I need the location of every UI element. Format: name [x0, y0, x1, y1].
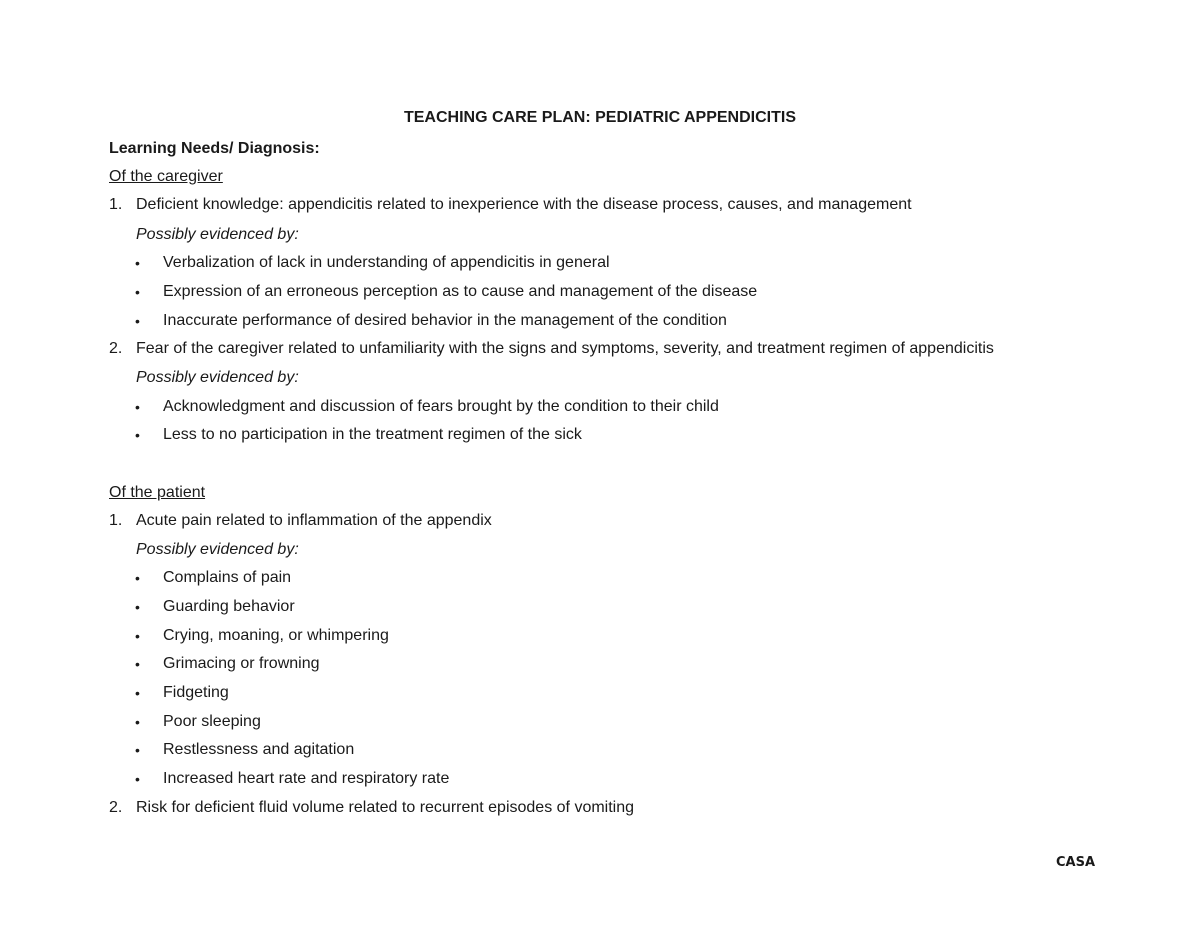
- evidence-label: Possibly evidenced by:: [136, 369, 299, 386]
- bullet-icon: •: [135, 714, 140, 730]
- caregiver-label: Of the caregiver: [109, 168, 223, 185]
- bullet-text: Less to no participation in the treatment regimen of the sick: [163, 426, 582, 443]
- bullet-icon: •: [135, 742, 140, 758]
- bullet-text: Acknowledgment and discussion of fears brought by the condition to their child: [163, 398, 719, 415]
- bullet-text: Verbalization of lack in understanding of appendicitis in general: [163, 254, 610, 271]
- document-title: TEACHING CARE PLAN: PEDIATRIC APPENDICITIS: [403, 109, 796, 126]
- bullet-icon: •: [135, 313, 140, 329]
- bullet-text: Poor sleeping: [163, 713, 261, 730]
- item-number: 2.: [109, 340, 123, 357]
- item-number: 2.: [109, 799, 123, 816]
- bullet-icon: •: [135, 656, 140, 672]
- item-text: Deficient knowledge: appendicitis related to inexperience with the disease process, causes, and management: [136, 196, 912, 213]
- evidence-label: Possibly evidenced by:: [136, 541, 299, 558]
- item-number: 1.: [109, 512, 123, 529]
- patient-label: Of the patient: [109, 484, 206, 501]
- bullet-icon: •: [135, 599, 140, 615]
- bullet-text: Guarding behavior: [163, 598, 295, 615]
- bullet-text: Complains of pain: [163, 569, 292, 586]
- bullet-text: Fidgeting: [163, 684, 229, 701]
- bullet-icon: •: [135, 685, 140, 701]
- bullet-text: Inaccurate performance of desired behavior in the management of the condition: [163, 312, 727, 329]
- bullet-text: Expression of an erroneous perception as to cause and management of the disease: [163, 283, 758, 300]
- item-text: Risk for deficient fluid volume related to recurrent episodes of vomiting: [136, 799, 635, 816]
- bullet-icon: •: [135, 399, 140, 415]
- footer-mark: CASA: [1056, 855, 1096, 870]
- item-number: 1.: [109, 196, 123, 213]
- bullet-icon: •: [135, 628, 140, 644]
- bullet-icon: •: [135, 284, 140, 300]
- section-heading: Learning Needs/ Diagnosis:: [109, 140, 320, 157]
- bullet-text: Grimacing or frowning: [163, 655, 320, 672]
- bullet-text: Crying, moaning, or whimpering: [163, 627, 389, 644]
- bullet-text: Increased heart rate and respiratory rate: [163, 770, 450, 787]
- bullet-text: Restlessness and agitation: [163, 741, 355, 758]
- item-text: Fear of the caregiver related to unfamiliarity with the signs and symptoms, severity, and treatment regimen of appendicitis: [136, 340, 994, 357]
- evidence-label: Possibly evidenced by:: [136, 226, 299, 243]
- item-text: Acute pain related to inflammation of the appendix: [136, 512, 492, 529]
- bullet-icon: •: [135, 255, 140, 271]
- bullet-icon: •: [135, 427, 140, 443]
- bullet-icon: •: [135, 570, 140, 586]
- bullet-icon: •: [135, 771, 140, 787]
